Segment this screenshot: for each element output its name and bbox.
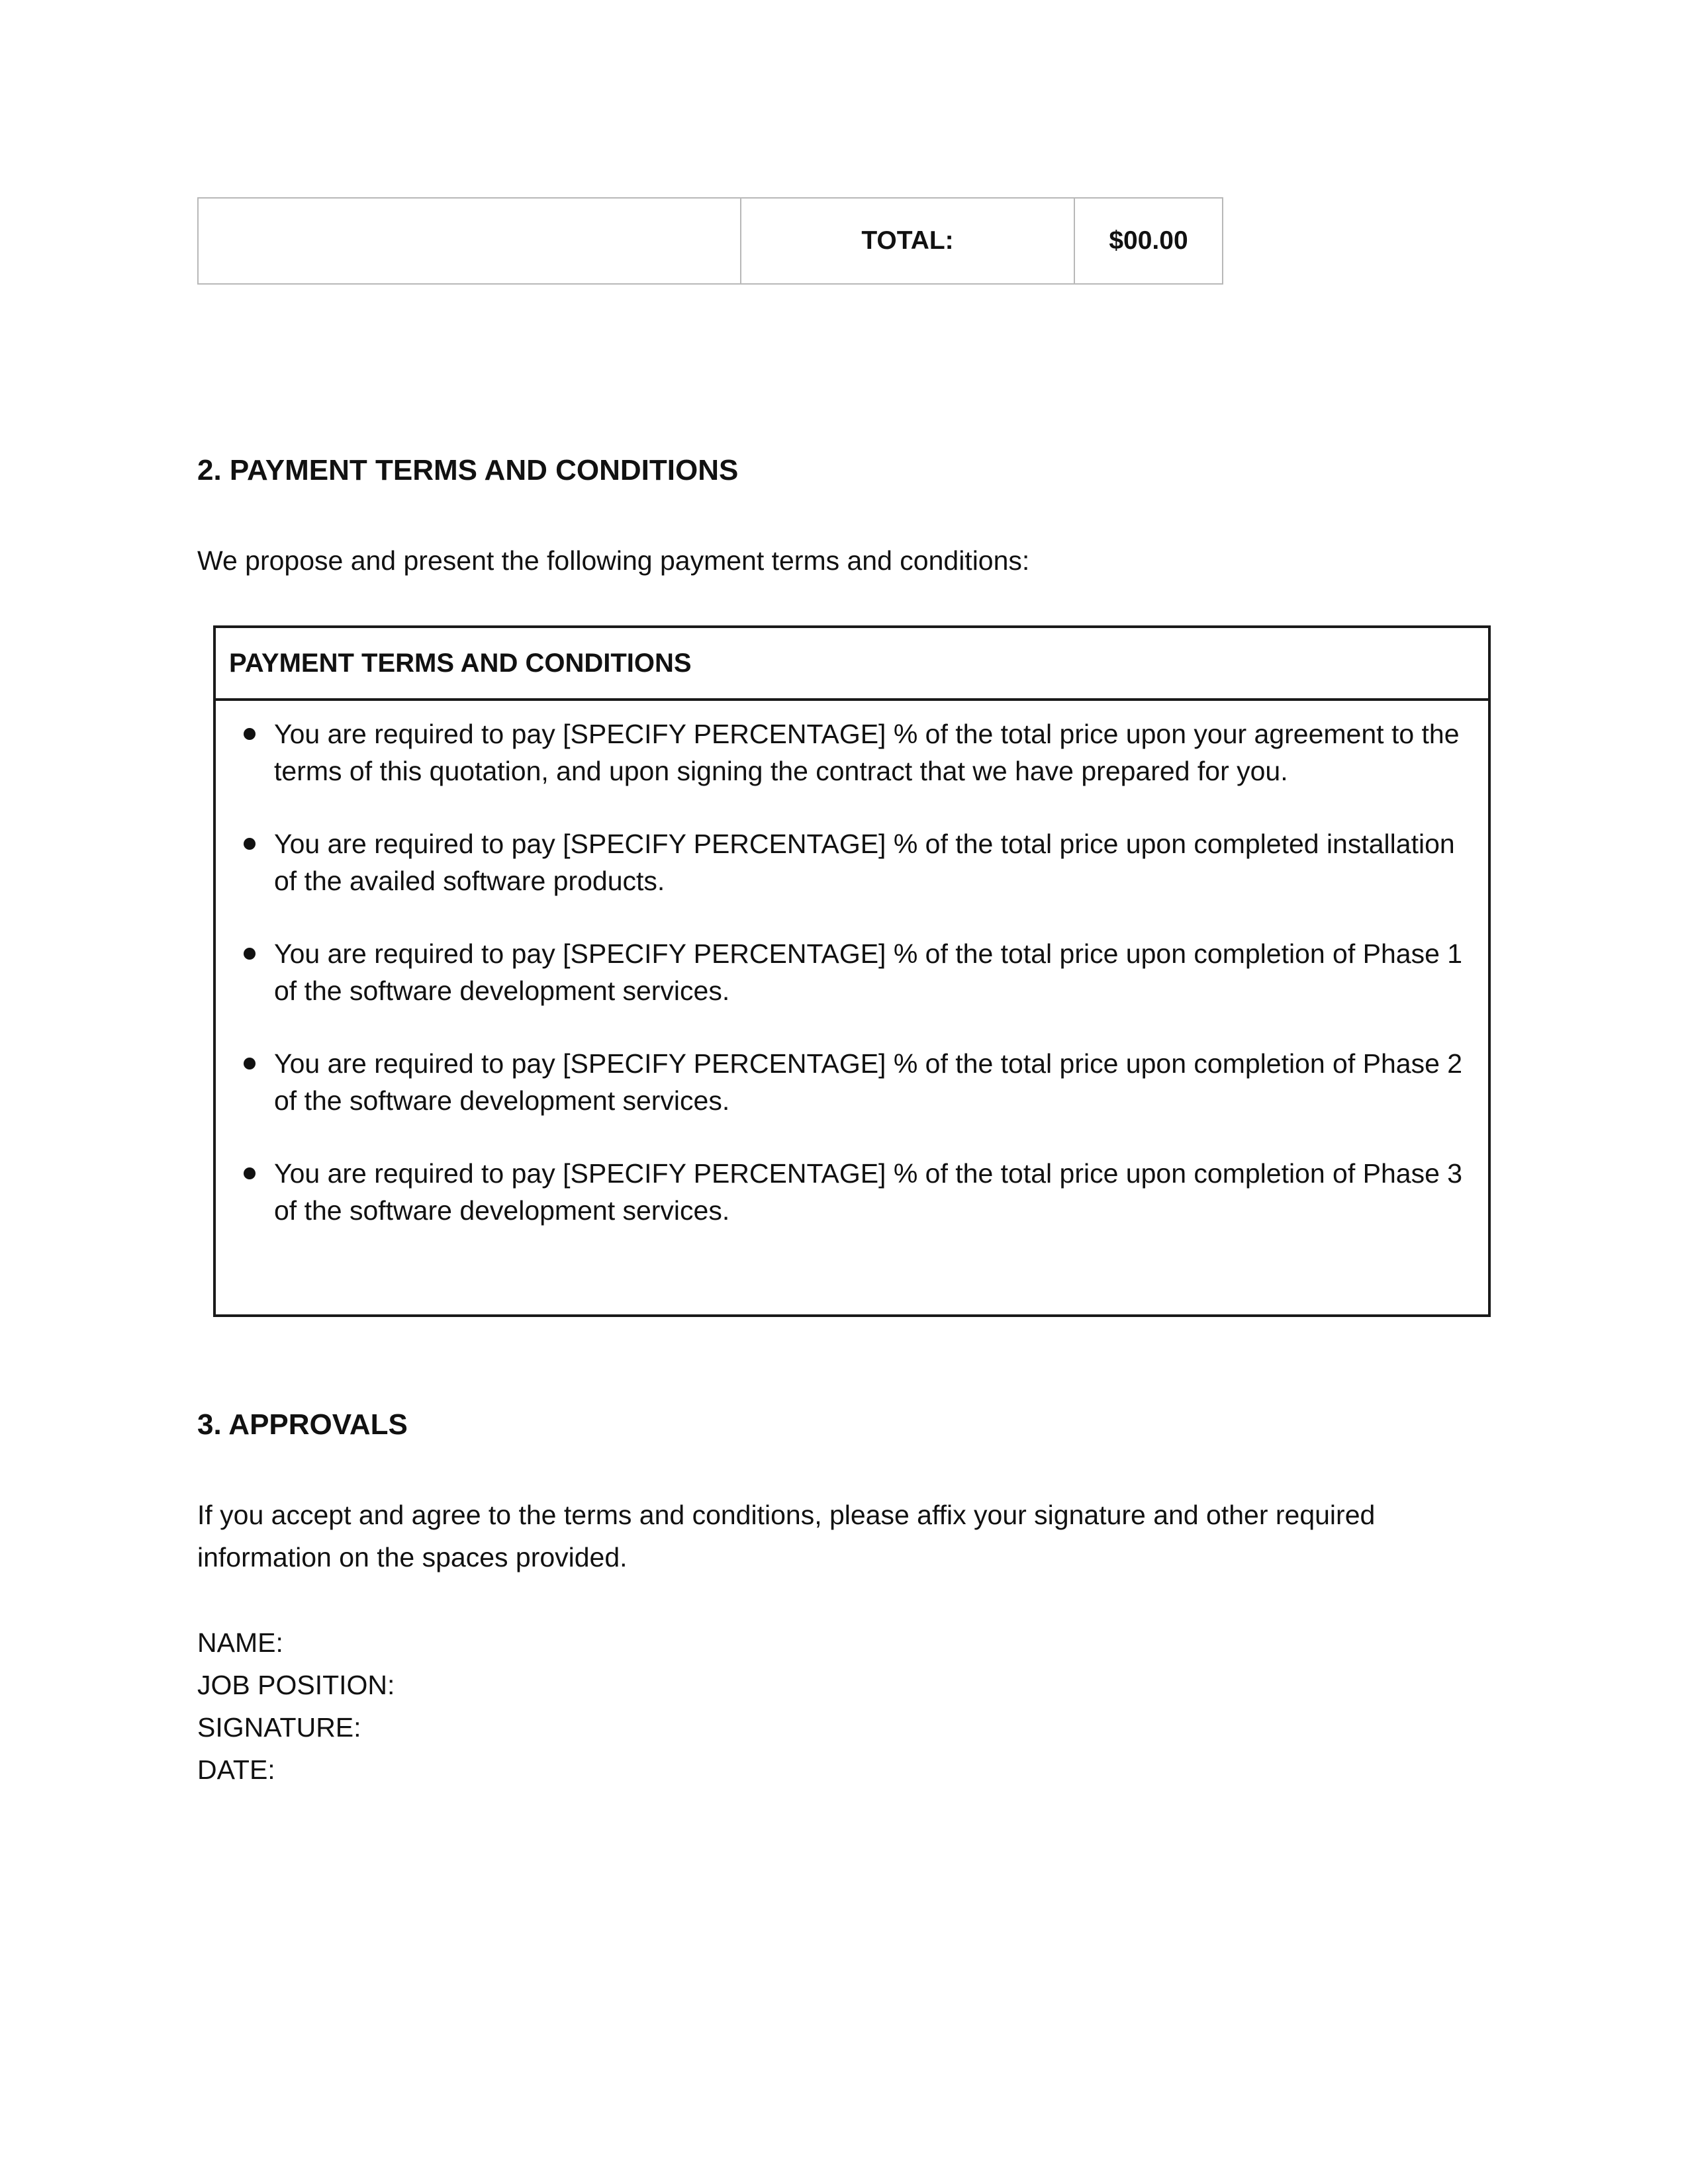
payment-term-item bbox=[216, 935, 1488, 1009]
field-signature-label: SIGNATURE: bbox=[197, 1712, 361, 1743]
totals-table bbox=[197, 197, 1223, 285]
bullet-icon bbox=[244, 1167, 256, 1179]
payment-term-text: You are required to pay [SPECIFY PERCENTAGE] % of the total price upon completion of Phase 3 of the software development services. bbox=[274, 1158, 1463, 1226]
section-3-intro: If you accept and agree to the terms and conditions, please affix your signature and other required information on the spaces provided. bbox=[197, 1500, 1376, 1572]
field-job-position-label: JOB POSITION: bbox=[197, 1670, 395, 1700]
payment-terms-box-title: PAYMENT TERMS AND CONDITIONS bbox=[216, 628, 1488, 701]
section-2-intro: We propose and present the following payment terms and conditions: bbox=[197, 545, 1030, 576]
bullet-icon bbox=[244, 728, 256, 740]
section-2-heading: 2. PAYMENT TERMS AND CONDITIONS bbox=[197, 454, 739, 486]
payment-term-item bbox=[216, 715, 1488, 790]
bullet-icon bbox=[244, 1058, 256, 1069]
total-label: TOTAL: bbox=[741, 198, 1074, 284]
payment-term-item bbox=[216, 1155, 1488, 1229]
field-date-label: DATE: bbox=[197, 1754, 275, 1785]
payment-term-item bbox=[216, 1045, 1488, 1119]
payment-term-text: You are required to pay [SPECIFY PERCENTAGE] % of the total price upon completed installation of the availed software products. bbox=[274, 829, 1455, 896]
payment-term-item bbox=[216, 825, 1488, 899]
totals-empty-cell bbox=[198, 198, 741, 284]
payment-term-text: You are required to pay [SPECIFY PERCENTAGE] % of the total price upon completion of Phase 1 of the software development services. bbox=[274, 938, 1463, 1006]
field-name-label: NAME: bbox=[197, 1627, 283, 1658]
payment-term-text: You are required to pay [SPECIFY PERCENTAGE] % of the total price upon completion of Phase 2 of the software development services. bbox=[274, 1048, 1463, 1116]
section-3-heading: 3. APPROVALS bbox=[197, 1408, 408, 1441]
bullet-icon bbox=[244, 948, 256, 960]
total-amount: $00.00 bbox=[1074, 198, 1223, 284]
totals-row bbox=[198, 198, 1223, 284]
payment-terms-list bbox=[216, 715, 1488, 1265]
approval-fields bbox=[197, 1621, 395, 1791]
payment-terms-box bbox=[213, 625, 1491, 1317]
bullet-icon bbox=[244, 838, 256, 850]
payment-term-text: You are required to pay [SPECIFY PERCENTAGE] % of the total price upon your agreement to the terms of this quotation, and upon signing the contract that we have prepared for you. bbox=[274, 719, 1460, 786]
